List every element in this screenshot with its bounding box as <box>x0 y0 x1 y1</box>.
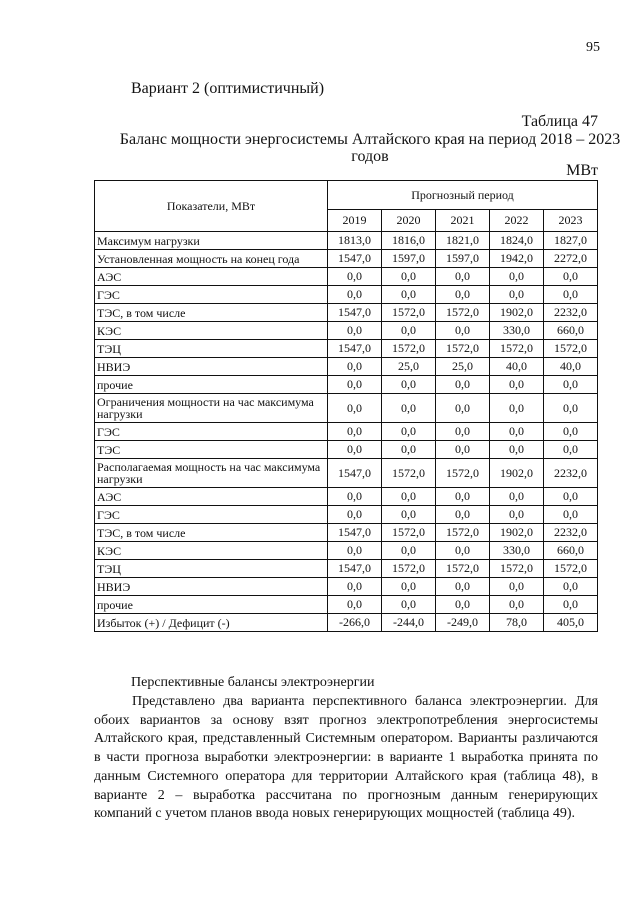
row-value: 0,0 <box>544 376 598 394</box>
row-value: 40,0 <box>490 358 544 376</box>
row-value: 0,0 <box>436 423 490 441</box>
row-value: 660,0 <box>544 542 598 560</box>
row-label: ТЭС, в том числе <box>95 304 328 322</box>
row-value: 0,0 <box>382 423 436 441</box>
row-value: 0,0 <box>436 506 490 524</box>
table-title: Баланс мощности энергосистемы Алтайского края на период 2018 – 2023 годов <box>119 131 621 165</box>
row-value: 0,0 <box>328 596 382 614</box>
row-value: 0,0 <box>544 506 598 524</box>
row-value: 0,0 <box>490 488 544 506</box>
row-label: ТЭС, в том числе <box>95 524 328 542</box>
row-value: 0,0 <box>436 394 490 423</box>
row-label: АЭС <box>95 268 328 286</box>
row-value: 0,0 <box>490 286 544 304</box>
variant-title: Вариант 2 (оптимистичный) <box>131 80 325 97</box>
header-indicator: Показатели, МВт <box>95 181 328 232</box>
row-value: -249,0 <box>436 614 490 632</box>
table-row <box>95 304 598 322</box>
row-value: 0,0 <box>490 596 544 614</box>
year-header: 2022 <box>490 210 544 232</box>
row-value: 1902,0 <box>490 459 544 488</box>
row-value: 0,0 <box>544 394 598 423</box>
page-number: 95 <box>586 40 600 55</box>
row-value: 1597,0 <box>382 250 436 268</box>
row-value: 0,0 <box>436 322 490 340</box>
row-value: 0,0 <box>490 268 544 286</box>
row-value: 0,0 <box>382 441 436 459</box>
section-title: Перспективные балансы электроэнергии <box>131 675 375 690</box>
row-value: 0,0 <box>436 578 490 596</box>
row-value: 1824,0 <box>490 232 544 250</box>
table-row <box>95 250 598 268</box>
row-label: КЭС <box>95 322 328 340</box>
row-value: -266,0 <box>328 614 382 632</box>
row-value: 0,0 <box>382 322 436 340</box>
table-row <box>95 441 598 459</box>
row-value: 0,0 <box>544 286 598 304</box>
table-row <box>95 394 598 423</box>
year-header: 2019 <box>328 210 382 232</box>
row-value: 0,0 <box>490 423 544 441</box>
row-value: 2232,0 <box>544 459 598 488</box>
row-value: 1572,0 <box>382 524 436 542</box>
row-value: 0,0 <box>544 441 598 459</box>
row-value: 330,0 <box>490 542 544 560</box>
row-value: 0,0 <box>328 394 382 423</box>
row-value: 0,0 <box>436 376 490 394</box>
row-value: 0,0 <box>544 268 598 286</box>
table-row <box>95 506 598 524</box>
row-label: Установленная мощность на конец года <box>95 250 328 268</box>
row-value: 1572,0 <box>382 459 436 488</box>
row-value: 0,0 <box>328 268 382 286</box>
table-row <box>95 596 598 614</box>
row-value: 1902,0 <box>490 304 544 322</box>
row-value: 0,0 <box>382 596 436 614</box>
row-value: 660,0 <box>544 322 598 340</box>
row-value: 0,0 <box>382 268 436 286</box>
row-value: 330,0 <box>490 322 544 340</box>
row-value: 0,0 <box>490 394 544 423</box>
row-value: 0,0 <box>382 488 436 506</box>
row-value: 2232,0 <box>544 304 598 322</box>
row-value: 1942,0 <box>490 250 544 268</box>
row-value: 0,0 <box>328 488 382 506</box>
row-value: 1572,0 <box>490 560 544 578</box>
row-value: 0,0 <box>328 358 382 376</box>
table-row <box>95 560 598 578</box>
row-value: 2272,0 <box>544 250 598 268</box>
table-row <box>95 423 598 441</box>
row-value: 0,0 <box>490 506 544 524</box>
row-label: КЭС <box>95 542 328 560</box>
row-value: 0,0 <box>544 596 598 614</box>
table-body <box>95 232 598 632</box>
row-label: НВИЭ <box>95 578 328 596</box>
row-value: 1572,0 <box>544 340 598 358</box>
table-row <box>95 459 598 488</box>
table-row <box>95 232 598 250</box>
row-value: 0,0 <box>328 423 382 441</box>
row-value: 0,0 <box>544 488 598 506</box>
row-value: 1572,0 <box>544 560 598 578</box>
row-value: 1547,0 <box>328 560 382 578</box>
row-value: 25,0 <box>436 358 490 376</box>
row-value: 1572,0 <box>382 304 436 322</box>
row-label: НВИЭ <box>95 358 328 376</box>
row-value: 1547,0 <box>328 304 382 322</box>
row-value: 1547,0 <box>328 340 382 358</box>
row-value: 0,0 <box>490 441 544 459</box>
row-value: 1821,0 <box>436 232 490 250</box>
table-row <box>95 340 598 358</box>
row-value: 0,0 <box>382 394 436 423</box>
row-value: 78,0 <box>490 614 544 632</box>
row-value: 0,0 <box>328 578 382 596</box>
row-value: 0,0 <box>328 286 382 304</box>
row-label: ГЭС <box>95 286 328 304</box>
table-row <box>95 488 598 506</box>
row-value: 0,0 <box>382 286 436 304</box>
row-value: 1572,0 <box>436 524 490 542</box>
row-label: Избыток (+) / Дефицит (-) <box>95 614 328 632</box>
row-value: 40,0 <box>544 358 598 376</box>
table-row <box>95 376 598 394</box>
row-value: 0,0 <box>328 376 382 394</box>
row-value: 1572,0 <box>436 459 490 488</box>
row-label: АЭС <box>95 488 328 506</box>
row-value: 0,0 <box>382 578 436 596</box>
table-row <box>95 524 598 542</box>
row-value: 1572,0 <box>436 340 490 358</box>
row-label: ТЭС <box>95 441 328 459</box>
table-row <box>95 268 598 286</box>
row-label: Ограничения мощности на час максимума нагрузки <box>95 394 328 423</box>
row-value: 0,0 <box>436 286 490 304</box>
year-header: 2021 <box>436 210 490 232</box>
row-value: 25,0 <box>382 358 436 376</box>
row-label: Располагаемая мощность на час максимума нагрузки <box>95 459 328 488</box>
table-row <box>95 542 598 560</box>
table-row <box>95 322 598 340</box>
row-value: 0,0 <box>436 268 490 286</box>
row-value: 1547,0 <box>328 459 382 488</box>
row-value: 0,0 <box>490 578 544 596</box>
row-value: 0,0 <box>328 542 382 560</box>
table-row <box>95 286 598 304</box>
row-value: 0,0 <box>328 441 382 459</box>
row-label: ГЭС <box>95 423 328 441</box>
header-period: Прогнозный период <box>328 181 598 210</box>
row-value: 0,0 <box>382 376 436 394</box>
row-value: 0,0 <box>436 488 490 506</box>
row-value: 405,0 <box>544 614 598 632</box>
row-value: 1572,0 <box>382 340 436 358</box>
row-value: 0,0 <box>328 506 382 524</box>
table-row <box>95 578 598 596</box>
row-value: 1597,0 <box>436 250 490 268</box>
row-value: 1572,0 <box>490 340 544 358</box>
row-value: 1572,0 <box>436 304 490 322</box>
row-value: -244,0 <box>382 614 436 632</box>
row-label: ТЭЦ <box>95 560 328 578</box>
row-value: 0,0 <box>544 578 598 596</box>
row-value: 2232,0 <box>544 524 598 542</box>
row-value: 1827,0 <box>544 232 598 250</box>
row-label: ТЭЦ <box>95 340 328 358</box>
row-value: 0,0 <box>544 423 598 441</box>
row-value: 0,0 <box>436 441 490 459</box>
table-units: МВт <box>566 162 598 179</box>
table-row <box>95 614 598 632</box>
row-value: 1572,0 <box>382 560 436 578</box>
row-value: 0,0 <box>382 506 436 524</box>
row-value: 0,0 <box>382 542 436 560</box>
row-label: прочие <box>95 596 328 614</box>
row-value: 1813,0 <box>328 232 382 250</box>
row-value: 0,0 <box>490 376 544 394</box>
row-value: 0,0 <box>436 596 490 614</box>
row-value: 0,0 <box>328 322 382 340</box>
table-row <box>95 358 598 376</box>
row-label: ГЭС <box>95 506 328 524</box>
row-label: Максимум нагрузки <box>95 232 328 250</box>
row-value: 0,0 <box>436 542 490 560</box>
row-value: 1816,0 <box>382 232 436 250</box>
row-value: 1572,0 <box>436 560 490 578</box>
table-number: Таблица 47 <box>521 113 598 130</box>
year-header: 2020 <box>382 210 436 232</box>
row-value: 1547,0 <box>328 250 382 268</box>
row-value: 1547,0 <box>328 524 382 542</box>
year-header: 2023 <box>544 210 598 232</box>
body-paragraph: Представлено два варианта перспективного баланса электроэнергии. Для обоих вариантов за основу взят прогноз электропотребления энергосистемы Алтайского края, представленный Системным оператором. Варианты различаются в части прогноза выработки электроэнергии: в варианте 1 выработка принята по данным Системного оператора для территории Алтайского края (таблица 48), в варианте 2 – выработка рассчитана по прогнозным данным генерирующих компаний с учетом планов ввода новых генерирующих мощностей (таблица 49). <box>94 694 598 822</box>
power-balance-table <box>94 180 598 632</box>
row-value: 1902,0 <box>490 524 544 542</box>
row-label: прочие <box>95 376 328 394</box>
